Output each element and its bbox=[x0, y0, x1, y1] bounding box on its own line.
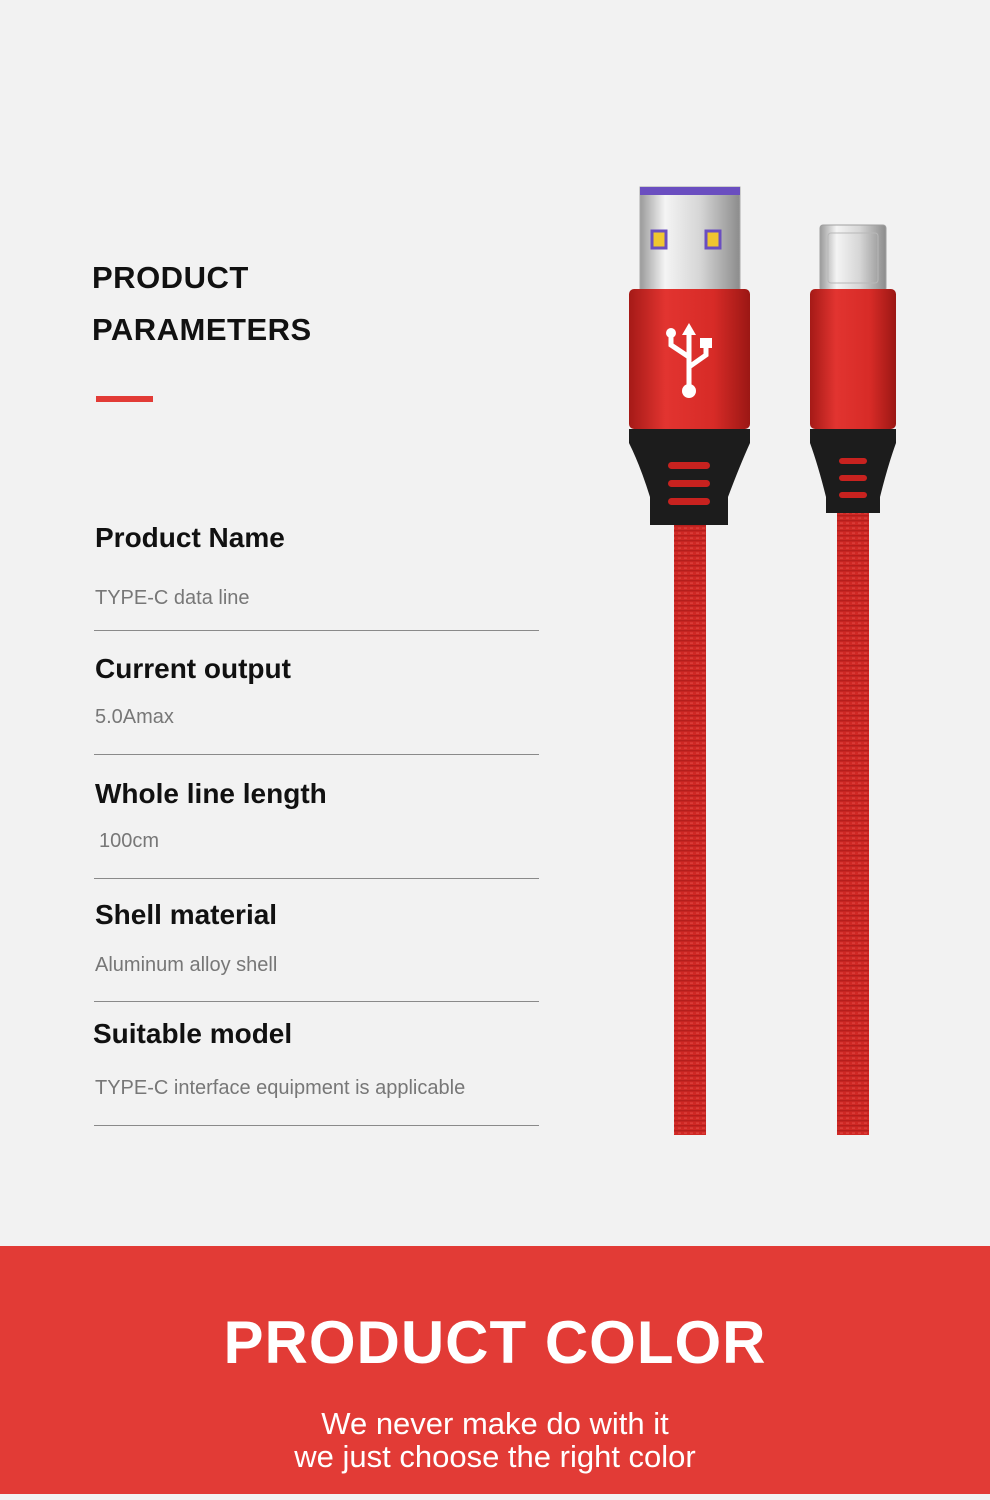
param-value: 5.0Amax bbox=[95, 706, 174, 728]
product-color-subtitle-line1: We never make do with it bbox=[321, 1406, 669, 1441]
param-label: Product Name bbox=[95, 522, 285, 553]
parameters-title-line2: PARAMETERS bbox=[92, 312, 312, 347]
param-shell-material bbox=[94, 889, 539, 1002]
product-color-banner bbox=[0, 1246, 990, 1494]
param-value: 100cm bbox=[99, 830, 160, 852]
product-color-subtitle-line2: we just choose the right color bbox=[294, 1439, 696, 1474]
param-label: Shell material bbox=[95, 899, 278, 930]
param-value: TYPE-C interface equipment is applicable bbox=[95, 1077, 466, 1099]
param-label: Current output bbox=[95, 653, 291, 684]
param-value: Aluminum alloy shell bbox=[95, 954, 278, 976]
usb-a-plug bbox=[629, 187, 750, 525]
param-line-length bbox=[94, 768, 539, 879]
product-color-title: PRODUCT COLOR bbox=[223, 1309, 767, 1376]
accent-divider bbox=[96, 396, 153, 402]
param-label: Whole line length bbox=[95, 778, 327, 809]
usb-c-cable bbox=[837, 513, 869, 1135]
param-current-output bbox=[94, 643, 539, 755]
param-value: TYPE-C data line bbox=[95, 587, 250, 609]
param-label: Suitable model bbox=[93, 1018, 293, 1049]
param-product-name bbox=[94, 512, 539, 631]
param-suitable-model bbox=[94, 1009, 539, 1126]
usb-c-plug bbox=[810, 225, 896, 513]
parameters-title bbox=[92, 252, 312, 356]
cable-illustration bbox=[600, 175, 920, 1145]
usb-a-cable bbox=[674, 525, 706, 1135]
parameters-title-line1: PRODUCT bbox=[92, 260, 249, 295]
